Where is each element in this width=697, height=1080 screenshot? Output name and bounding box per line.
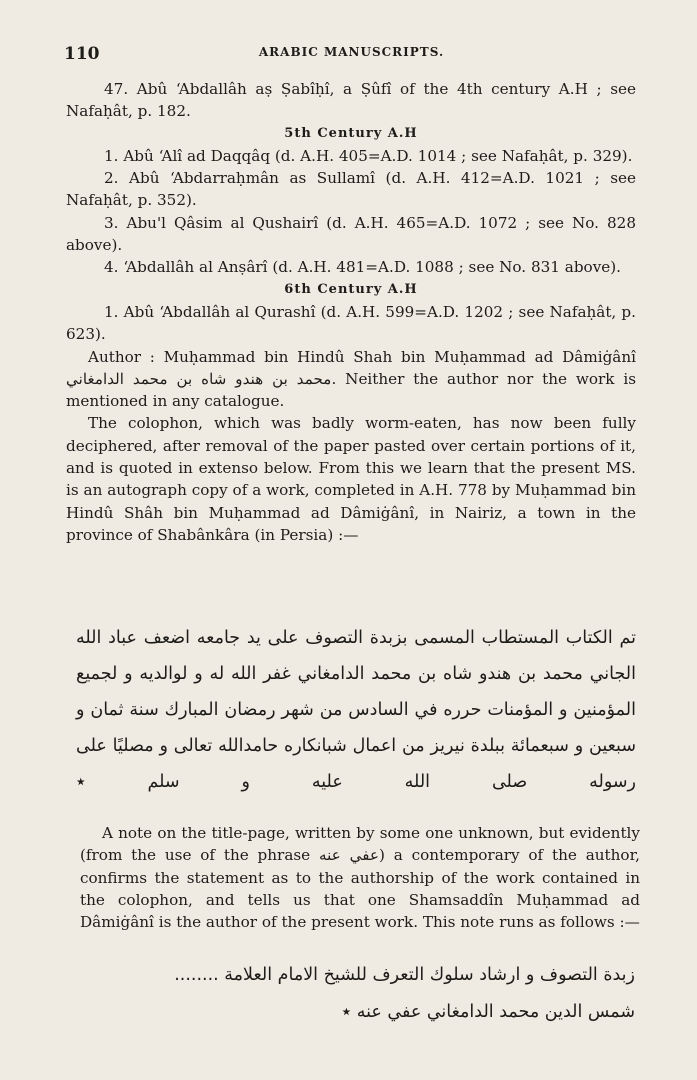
arabic-note-line-2: شمس الدين محمد الدامغاني عفي عنه ٭ [341,1002,635,1022]
entry-4th-47: 47. Abû ‘Abdallâh aṣ Ṣabîḥî, a Ṣûfî of the 4th century A.H ; see Nafaḥât, p. 182. [66,80,636,121]
entry-5th-1: 1. Abû ‘Alî ad Daqqâq (d. A.H. 405=A.D. 1014 ; see Nafaḥât, p. 329). [104,146,633,165]
entry-5th-4: 4. ‘Abdallâh al Anṣârî (d. A.H. 481=A.D. 1088 ; see No. 831 above). [104,258,622,277]
arabic-note-line-1: زبدة التصوف و ارشاد سلوك التعرف للشيخ الامام العلامة ........ [174,965,635,985]
author-paragraph: Author : Muḥammad bin Hindû Shah bin Muḥammad ad Dâmiġânî محمد بن هندو شاه بن محمد الدامغاني. Neither the author nor the work is mentioned in any catalogue. [66,347,636,411]
page-header [64,44,639,66]
page-number: 110 [64,44,100,64]
title-page-note-paragraph: A note on the title-page, written by some one unknown, but evidently (from the use of the phrase عفي عنه) a contemporary of the author, confirms the statement as to the authorship of the work contained in the colophon, and tells us that one Shamsaddîn Muḥammad ad Dâmiġânî is the author of the present work. This note runs as follows :— [80,824,640,932]
entry-6th-1: 1. Abû ‘Abdallâh al Qurashî (d. A.H. 599=A.D. 1202 ; see Nafaḥât, p. 623). [66,302,636,344]
entry-5th-3: 3. Abu'l Qâsim al Qushairî (d. A.H. 465=A.D. 1072 ; see No. 828 above). [66,213,636,255]
arabic-colophon-block [76,620,636,800]
arabic-colophon: تم الكتاب المستطاب المسمى بزبدة التصوف على يد جامعه اضعف عباد الله الجاني محمد بن هندو شاه بن محمد الدامغاني غفر الله له و لوالديه و لجميع المؤمنين و المؤمنات حرره في السادس من شهر رمضان المبارك سنة ثمان و سبعين و سبعمائة ببلدة نيريز من اعمال شبانكاره حامدالله تعالى و مصليًا على رسوله صلى الله عليه و سلم ٭ [76,628,636,792]
note-block [80,822,640,933]
body-text [66,78,636,546]
heading-6th-century: 6th Century A.H [284,281,418,297]
colophon-paragraph: The colophon, which was badly worm-eaten, has now been fully deciphered, after removal of the paper pasted over certain portions of it, and is quoted in extenso below. From this we learn that the present MS. is an autograph copy of a work, completed in A.H. 778 by Muḥammad bin Hindû Shâh bin Muḥammad ad Dâmiġânî, in Nairiz, a town in the province of Shabânkâra (in Persia) :— [66,414,636,544]
running-head: ARABIC MANUSCRIPTS. [258,45,445,59]
entry-5th-2: 2. Abû ‘Abdarraḥmân as Sullamî (d. A.H. 412=A.D. 1021 ; see Nafaḥât, p. 352). [66,169,636,210]
heading-5th-century: 5th Century A.H [284,125,418,141]
